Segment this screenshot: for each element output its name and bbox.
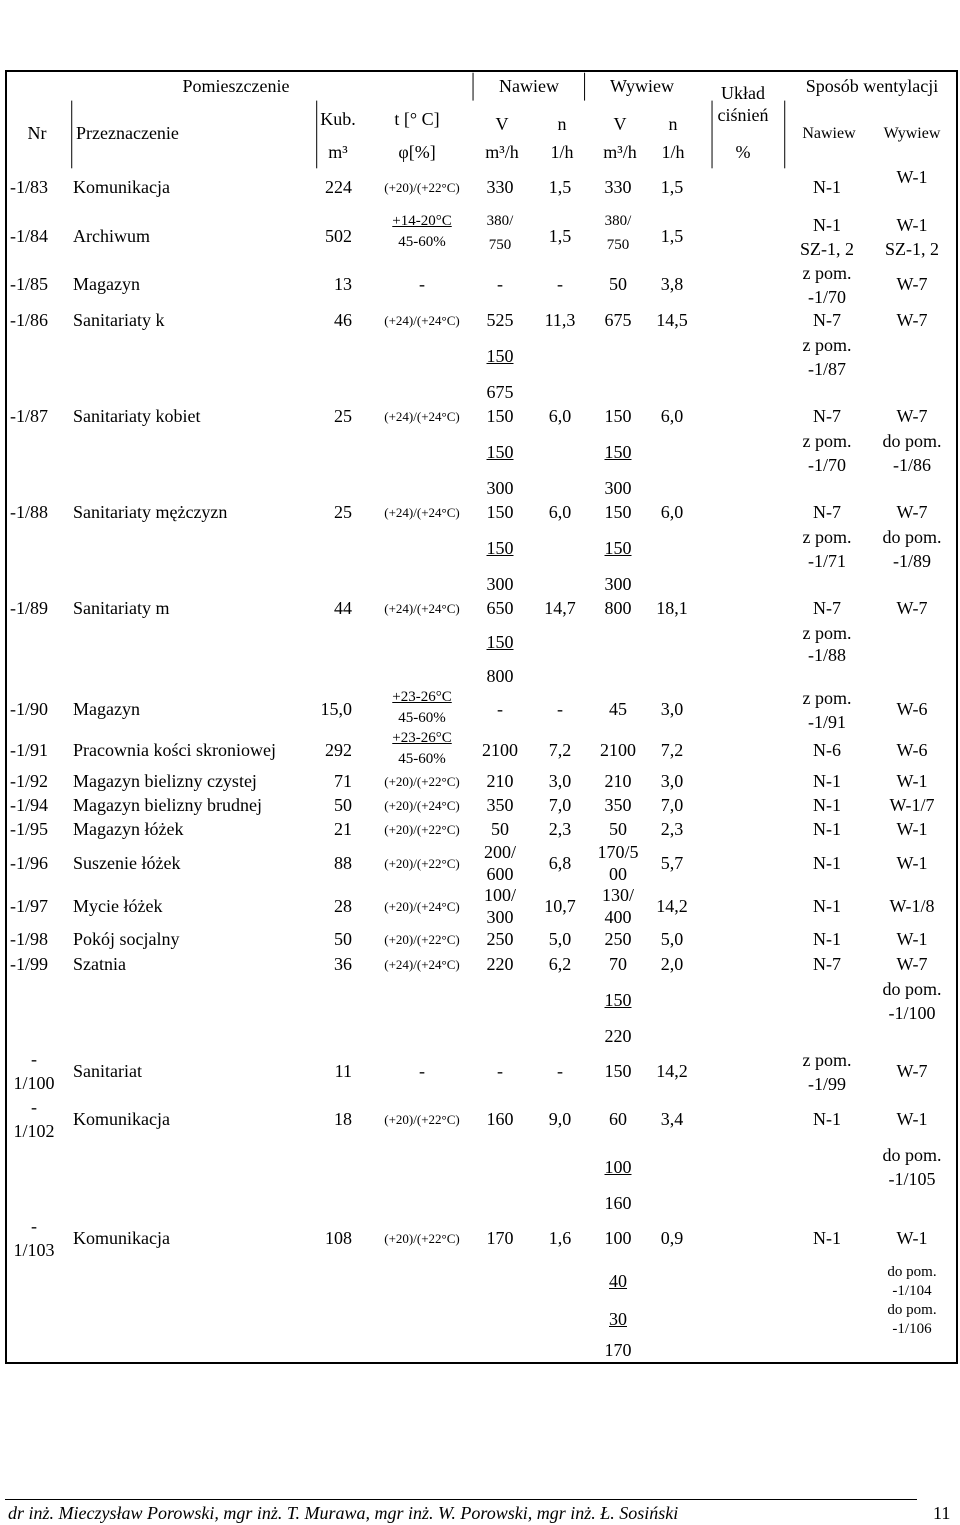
table-cell: (+20)/(+22°C) (384, 1112, 460, 1127)
table-cell: 3,8 (660, 274, 684, 294)
table-cell: -1/105 (888, 1169, 936, 1189)
table-cell: do pom. (882, 1145, 942, 1165)
table-cell: W-1 (896, 929, 928, 949)
table-cell: 800 (604, 598, 632, 618)
table-cell: 50 (491, 819, 509, 839)
table-cell: W-7 (896, 310, 928, 330)
table-cell: N-1 (813, 853, 841, 873)
table-cell: 224 (325, 177, 352, 197)
table-cell: N-1 (813, 177, 841, 197)
table-cell: 60 (609, 1109, 627, 1129)
table-cell: 1,6 (548, 1228, 572, 1248)
table-cell: 6,8 (548, 853, 572, 873)
table-cell: W-1/7 (889, 795, 935, 815)
table-cell: 300 (604, 478, 632, 498)
table-cell: 7,2 (548, 740, 572, 760)
table-cell: Sanitariaty mężczyzn (73, 502, 228, 522)
table-cell: do pom. (887, 1302, 937, 1318)
table-cell: 21 (334, 819, 352, 839)
table-cell: 675 (486, 382, 514, 402)
table-cell: Komunikacja (73, 177, 170, 197)
header-unit-m3h-nawiew: m³/h (485, 142, 519, 162)
table-cell: 380/ (604, 213, 632, 229)
table-cell: -1/106 (892, 1321, 932, 1337)
table-cell: 36 (334, 954, 352, 974)
table-cell: N-7 (813, 310, 841, 330)
table-cell: 50 (609, 274, 627, 294)
table-cell: 800 (486, 666, 514, 686)
table-cell: -1/95 (10, 819, 48, 839)
table-cell: 9,0 (548, 1109, 572, 1129)
table-cell: 330 (486, 177, 514, 197)
table-cell: 71 (334, 771, 352, 791)
table-cell: -1/83 (10, 177, 48, 197)
table-cell: 1,5 (548, 177, 572, 197)
table-cell: - (31, 1049, 37, 1069)
table-cell: Komunikacja (73, 1109, 170, 1129)
table-cell: 14,5 (656, 310, 688, 330)
table-cell: (+20)/(+24°C) (384, 798, 460, 813)
table-cell: N-1 (813, 1228, 841, 1248)
table-cell: 400 (604, 907, 632, 927)
table-cell: Sanitariaty kobiet (73, 406, 201, 426)
table-cell: (+20)/(+22°C) (384, 1231, 460, 1246)
table-cell: 14,2 (656, 896, 688, 916)
table-cell: 25 (334, 406, 352, 426)
page-number: 11 (933, 1503, 951, 1523)
table-cell: 3,0 (660, 771, 684, 791)
table-cell: - (557, 699, 563, 719)
table-cell: 2,3 (660, 819, 684, 839)
table-cell: 220 (604, 1026, 632, 1046)
table-cell: (+24)/(+24°C) (384, 505, 460, 520)
header-unit-m3: m³ (328, 142, 348, 162)
header-sposob: Sposób wentylacji (805, 76, 939, 96)
table-cell: - (497, 274, 503, 294)
table-cell: -1/90 (10, 699, 48, 719)
table-cell: 250 (486, 929, 514, 949)
table-cell: N-7 (813, 406, 841, 426)
table-cell: - (557, 1061, 563, 1081)
table-cell: (+20)/(+22°C) (384, 180, 460, 195)
table-cell: 45-60% (398, 710, 446, 726)
table-cell: 2100 (482, 740, 518, 760)
table-cell: -1/71 (808, 551, 846, 571)
table-cell: 14,7 (544, 598, 576, 618)
table-cell: SZ-1, 2 (800, 239, 854, 259)
table-cell: 150 (604, 406, 632, 426)
table-cell: 150 (486, 538, 514, 558)
table-cell: 1,5 (660, 177, 684, 197)
header-uklad-2: ciśnień (717, 105, 769, 125)
table-cell: 380/ (486, 213, 514, 229)
table-cell: W-7 (896, 1061, 928, 1081)
table-cell: 2100 (600, 740, 636, 760)
table-cell: - (419, 1061, 425, 1081)
table-cell: (+20)/(+22°C) (384, 856, 460, 871)
table-cell: +23-26°C (392, 689, 452, 705)
table-cell: Magazyn bielizny czystej (73, 771, 257, 791)
table-cell: 150 (486, 406, 514, 426)
table-cell: 300 (486, 478, 514, 498)
table-cell: 330 (604, 177, 632, 197)
table-cell: 1,5 (660, 226, 684, 246)
table-cell: - (31, 1216, 37, 1236)
table-cell: 25 (334, 502, 352, 522)
table-cell: -1/96 (10, 853, 48, 873)
table-cell: do pom. (887, 1264, 937, 1280)
header-unit-m3h-wywiew: m³/h (603, 142, 637, 162)
table-cell: -1/89 (10, 598, 48, 618)
table-cell: 18 (334, 1109, 352, 1129)
table-cell: W-1 (896, 771, 928, 791)
header-wywiew: Wywiew (610, 76, 674, 96)
table-cell: (+24)/(+24°C) (384, 601, 460, 616)
table-cell: W-1/8 (889, 896, 935, 916)
table-cell: N-6 (813, 740, 841, 760)
table-cell: W-6 (896, 740, 928, 760)
table-cell: z pom. (802, 1050, 852, 1070)
table-cell: Magazyn bielizny brudnej (73, 795, 262, 815)
table-cell: 150 (486, 502, 514, 522)
table-cell: 0,9 (660, 1228, 684, 1248)
header-unit-pct: % (735, 142, 751, 162)
table-cell: 108 (325, 1228, 352, 1248)
table-cell: -1/98 (10, 929, 48, 949)
table-cell: 50 (334, 929, 352, 949)
table-cell: 210 (604, 771, 632, 791)
table-cell: 5,7 (660, 853, 684, 873)
table-cell: 18,1 (656, 598, 688, 618)
table-cell: -1/87 (10, 406, 48, 426)
table-cell: N-1 (813, 896, 841, 916)
table-cell: 88 (334, 853, 352, 873)
table-cell: N-1 (813, 795, 841, 815)
table-cell: 150 (604, 538, 632, 558)
table-cell: 10,7 (544, 896, 576, 916)
table-cell: - (419, 274, 425, 294)
table-cell: z pom. (802, 623, 852, 643)
table-cell: 3,4 (660, 1109, 684, 1129)
table-cell: 300 (486, 907, 514, 927)
table-cell: W-7 (896, 502, 928, 522)
table-cell: 675 (604, 310, 632, 330)
table-cell: z pom. (802, 263, 852, 283)
table-cell: 1,5 (548, 226, 572, 246)
table-cell: (+24)/(+24°C) (384, 313, 460, 328)
table-cell: 1/102 (13, 1121, 55, 1141)
table-cell: W-1 (896, 853, 928, 873)
table-cell: 170 (486, 1228, 514, 1248)
table-cell: 170 (604, 1340, 632, 1360)
table-cell: (+20)/(+24°C) (384, 899, 460, 914)
table-cell: z pom. (802, 688, 852, 708)
header-n-nawiew: n (557, 114, 567, 134)
table-cell: 6,0 (548, 406, 572, 426)
table-cell: Komunikacja (73, 1228, 170, 1248)
table-cell: do pom. (882, 979, 942, 999)
table-cell: 2,3 (548, 819, 572, 839)
table-cell: SZ-1, 2 (885, 239, 939, 259)
table-cell: 502 (325, 226, 352, 246)
table-cell: Pokój socjalny (73, 929, 180, 949)
table-cell: (+24)/(+24°C) (384, 957, 460, 972)
table-cell: 100 (604, 1228, 632, 1248)
header-unit-1h-wywiew: 1/h (661, 142, 685, 162)
table-cell: 3,0 (660, 699, 684, 719)
table-cell: do pom. (882, 527, 942, 547)
table-cell: 150 (604, 990, 632, 1010)
header-v-wywiew: V (613, 114, 627, 134)
table-cell: Magazyn (73, 699, 140, 719)
table-cell: z pom. (802, 527, 852, 547)
table-cell: Szatnia (73, 954, 126, 974)
table-cell: 150 (604, 442, 632, 462)
header-wywiew-sub: Wywiew (883, 125, 941, 142)
table-cell: -1/100 (888, 1003, 936, 1023)
table-cell: W-7 (896, 954, 928, 974)
table-cell: 160 (486, 1109, 514, 1129)
table-cell: 650 (486, 598, 514, 618)
header-n-wywiew: n (668, 114, 678, 134)
table-cell: 600 (486, 864, 514, 884)
table-cell: -1/104 (892, 1283, 932, 1299)
table-cell: N-7 (813, 954, 841, 974)
table-cell: -1/86 (893, 455, 931, 475)
table-cell: N-1 (813, 819, 841, 839)
table-cell: 220 (486, 954, 514, 974)
table-cell: 1/100 (13, 1073, 55, 1093)
table-cell: 150 (604, 1061, 632, 1081)
table-cell: 6,0 (660, 406, 684, 426)
table-cell: 45-60% (398, 234, 446, 250)
footer-rule (5, 1499, 917, 1500)
table-cell: -1/92 (10, 771, 48, 791)
table-cell: (+20)/(+22°C) (384, 822, 460, 837)
header-unit-1h-nawiew: 1/h (550, 142, 574, 162)
table-cell: N-1 (813, 1109, 841, 1129)
table-cell: 6,0 (548, 502, 572, 522)
table-cell: W-1 (896, 215, 928, 235)
table-cell: 6,0 (660, 502, 684, 522)
table-cell: 15,0 (320, 699, 352, 719)
table-cell: 45 (609, 699, 627, 719)
table-cell: -1/97 (10, 896, 48, 916)
table-cell: 7,2 (660, 740, 684, 760)
table-cell: -1/89 (893, 551, 931, 571)
header-v-nawiew: V (495, 114, 509, 134)
table-cell: - (557, 274, 563, 294)
table-cell: 200/ (483, 842, 517, 862)
table-cell: -1/87 (808, 359, 846, 379)
header-uklad-1: Układ (721, 83, 765, 103)
table-cell: 350 (604, 795, 632, 815)
table-cell: 5,0 (548, 929, 572, 949)
table-cell: 14,2 (656, 1061, 688, 1081)
table-cell: 6,2 (548, 954, 572, 974)
table-cell: -1/85 (10, 274, 48, 294)
table-cell: W-1 (896, 819, 928, 839)
table-cell: 150 (486, 346, 514, 366)
header-nawiew: Nawiew (499, 76, 559, 96)
table-cell: 160 (604, 1193, 632, 1213)
table-cell: 11,3 (544, 310, 576, 330)
table-cell: (+20)/(+22°C) (384, 932, 460, 947)
table-cell: - (497, 699, 503, 719)
table-cell: 750 (606, 237, 630, 253)
table-cell: 525 (486, 310, 514, 330)
table-cell: - (497, 1061, 503, 1081)
table-cell: -1/70 (808, 455, 846, 475)
table-cell: 1/103 (13, 1240, 55, 1260)
table-cell: 5,0 (660, 929, 684, 949)
table-cell: W-7 (896, 406, 928, 426)
table-cell: 750 (488, 237, 512, 253)
table-cell: W-1 (896, 1109, 928, 1129)
table-cell: 70 (609, 954, 627, 974)
table-cell: W-7 (896, 274, 928, 294)
table-cell: 170/5 (597, 842, 639, 862)
table-cell: N-7 (813, 598, 841, 618)
table-cell: 00 (609, 864, 627, 884)
table-cell: Magazyn łóżek (73, 819, 184, 839)
table-cell: 46 (334, 310, 352, 330)
table-cell: - (31, 1097, 37, 1117)
table-cell: 50 (334, 795, 352, 815)
table-cell: 250 (604, 929, 632, 949)
table-cell: do pom. (882, 431, 942, 451)
table-cell: Sanitariat (73, 1061, 142, 1081)
table-cell: W-1 (896, 1228, 928, 1248)
table-cell: 150 (604, 502, 632, 522)
table-cell: 210 (486, 771, 514, 791)
table-cell: 45-60% (398, 751, 446, 767)
table-cell: 30 (609, 1309, 627, 1329)
header-kub: Kub. (320, 109, 356, 129)
table-cell: 40 (609, 1271, 627, 1291)
table-cell: 2,0 (660, 954, 684, 974)
header-unit-phi: φ[%] (398, 142, 436, 162)
table-cell: Sanitariaty k (73, 310, 165, 330)
table-cell: +23-26°C (392, 730, 452, 746)
table-cell: W-6 (896, 699, 928, 719)
table-cell: W-1 (896, 167, 928, 187)
table-cell: (+20)/(+22°C) (384, 774, 460, 789)
table-cell: 50 (609, 819, 627, 839)
table-cell: -1/91 (808, 712, 846, 732)
table-cell: W-7 (896, 598, 928, 618)
table-cell: 11 (334, 1061, 352, 1081)
table-cell: 300 (604, 574, 632, 594)
table-cell: 300 (486, 574, 514, 594)
table-cell: N-1 (813, 215, 841, 235)
table-cell: z pom. (802, 431, 852, 451)
table-cell: 100 (604, 1157, 632, 1177)
table-cell: N-1 (813, 929, 841, 949)
table-cell: -1/91 (10, 740, 48, 760)
table-cell: N-7 (813, 502, 841, 522)
table-cell: Archiwum (73, 226, 150, 246)
table-cell: 100/ (483, 885, 517, 905)
table-cell: 130/ (601, 885, 635, 905)
header-nr: Nr (27, 123, 47, 143)
table-cell: Pracownia kości skroniowej (73, 740, 276, 760)
table-cell: 7,0 (660, 795, 684, 815)
table-cell: 44 (334, 598, 352, 618)
header-nawiew-sub: Nawiew (802, 125, 856, 142)
table-cell: z pom. (802, 335, 852, 355)
table-cell: (+24)/(+24°C) (384, 409, 460, 424)
table-cell: -1/88 (10, 502, 48, 522)
footer-authors: dr inż. Mieczysław Porowski, mgr inż. T. Murawa, mgr inż. W. Porowski, mgr inż. Ł. Sosiński (8, 1503, 679, 1523)
table-cell: -1/84 (10, 226, 48, 246)
header-pomieszczenie: Pomieszczenie (182, 76, 290, 96)
header-temperature: t [° C] (394, 109, 440, 129)
header-przeznaczenie: Przeznaczenie (76, 123, 179, 143)
table-cell: Mycie łóżek (73, 896, 163, 916)
table-cell: -1/86 (10, 310, 48, 330)
table-cell: -1/88 (808, 645, 846, 665)
table-cell: +14-20°C (392, 213, 452, 229)
table-cell: 150 (486, 442, 514, 462)
table-cell: Sanitariaty m (73, 598, 170, 618)
table-cell: Suszenie łóżek (73, 853, 181, 873)
table-cell: 350 (486, 795, 514, 815)
table-cell: 292 (325, 740, 352, 760)
table-cell: N-1 (813, 771, 841, 791)
table-cell: -1/94 (10, 795, 48, 815)
table-cell: -1/99 (10, 954, 48, 974)
table-cell: -1/99 (808, 1074, 846, 1094)
table-cell: 3,0 (548, 771, 572, 791)
table-cell: 150 (486, 632, 514, 652)
table-cell: -1/70 (808, 287, 846, 307)
table-cell: 7,0 (548, 795, 572, 815)
table-cell: 13 (334, 274, 352, 294)
table-cell: 28 (334, 896, 352, 916)
table-cell: Magazyn (73, 274, 140, 294)
